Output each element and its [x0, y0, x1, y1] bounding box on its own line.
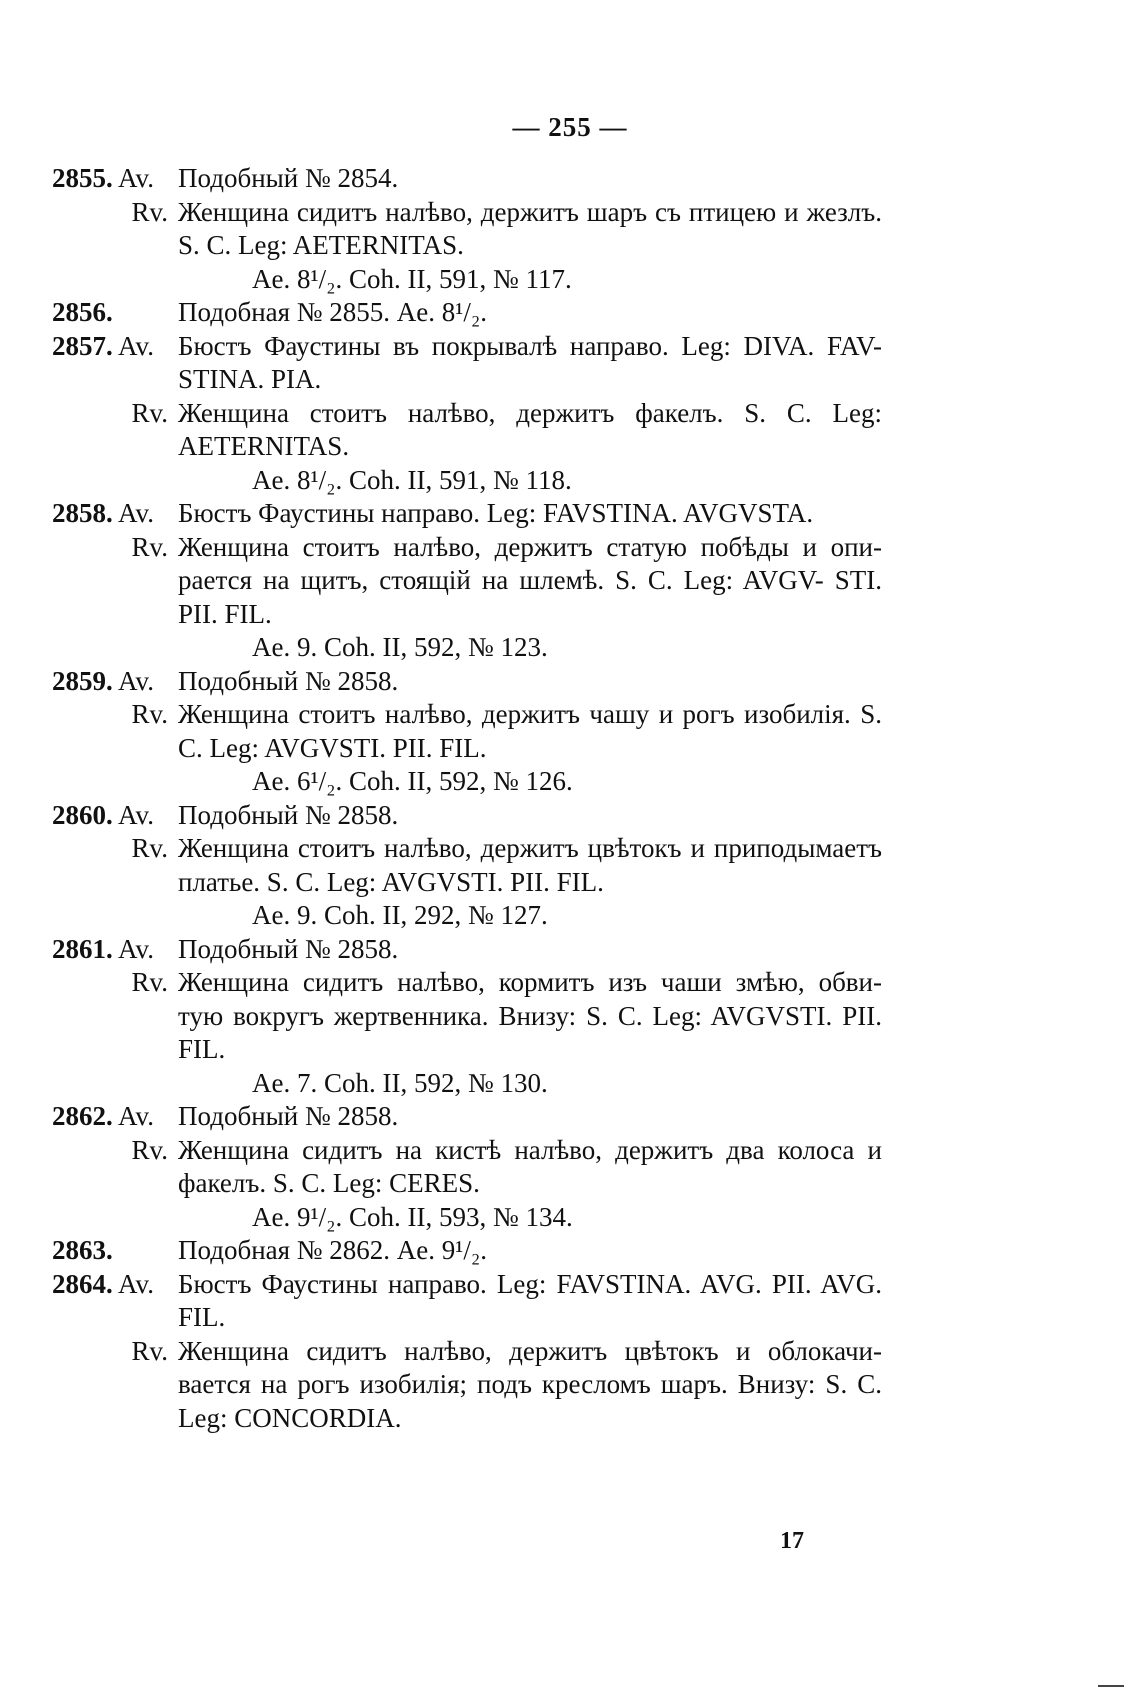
entry-number: 2860.: [52, 799, 113, 830]
reverse-text: Женщина стоитъ налѣво, держитъ факелъ. S. C. Leg: AETERNITAS.: [178, 397, 882, 461]
reference-line: Ae. 9. Coh. II, 292, № 127.: [252, 900, 548, 930]
entry-number: 2856.: [52, 297, 113, 327]
reverse-text: Женщина сидитъ налѣво, держитъ шаръ съ птицею и жезлъ. S. C. Leg: AETERNITAS.: [178, 196, 882, 260]
catalog-entries: [52, 162, 882, 1435]
entry-number: 2858.: [52, 498, 113, 528]
reverse-text: Женщина стоитъ налѣво, держитъ чашу и рогъ изобилія. S. C. Leg: AVGVSTI. PII. FIL.: [178, 699, 882, 763]
catalog-entry-2858: [52, 497, 882, 665]
rv-label: Rv.: [131, 397, 168, 428]
reference-line: Ae. 8¹/₂. Coh. II, 591, № 117.: [252, 263, 572, 294]
obverse-text: Подобный № 2854.: [178, 163, 399, 193]
entry-number: 2862.: [52, 1101, 113, 1131]
av-label: Av.: [118, 1101, 155, 1131]
rv-label: Rv.: [131, 196, 168, 227]
catalog-entry-2855: [52, 162, 882, 296]
entry-number: 2857.: [52, 330, 113, 361]
av-label: Av.: [118, 1268, 155, 1299]
obverse-text: Бюстъ Фаустины направо. Leg: FAVSTINA. AVGVSTA.: [178, 498, 814, 528]
reverse-text: Женщина сидитъ налѣво, держитъ цвѣтокъ и облокачи- вается на рогъ изобилія; подъ кресломъ шаръ. Внизу: S. C. Leg: CONCORDIA.: [178, 1335, 883, 1433]
rv-label: Rv.: [131, 699, 168, 729]
av-label: Av.: [118, 933, 155, 964]
rv-label: Rv.: [131, 1134, 168, 1165]
av-label: Av.: [118, 665, 155, 696]
reverse-text: Женщина сидитъ на кистѣ налѣво, держитъ два колоса и факелъ. S. C. Leg: CERES.: [178, 1134, 882, 1198]
entry-number: 2859.: [52, 665, 113, 696]
rv-label: Rv.: [131, 1335, 168, 1366]
obverse-text: Подобный № 2858.: [178, 799, 399, 830]
reference-line: Ae. 6¹/₂. Coh. II, 592, № 126.: [252, 766, 573, 796]
entry-number: 2863.: [52, 1235, 113, 1265]
entry-number: 2861.: [52, 933, 113, 964]
catalog-entry-2864: [52, 1268, 882, 1436]
av-label: Av.: [118, 498, 155, 528]
reference-line: Ae. 9. Coh. II, 592, № 123.: [252, 632, 548, 662]
catalog-entry-2856: [52, 296, 882, 330]
page-number-header: — 255 —: [512, 112, 628, 142]
margin-mark: [1098, 1685, 1124, 1687]
catalog-entry-2861: [52, 933, 882, 1101]
entry-text: Подобная № 2862. Ae. 9¹/₂.: [178, 1235, 488, 1265]
reverse-text: Женщина стоитъ налѣво, держитъ статую побѣды и опи- рается на щитъ, стоящій на шлемѣ. S. C. Leg: AVGV- STI. PII. FIL.: [178, 531, 882, 629]
obverse-text: Бюстъ Фаустины въ покрывалѣ направо. Leg: DIVA. FAV- STINA. PIA.: [178, 330, 882, 394]
av-label: Av.: [118, 163, 155, 193]
catalog-entry-2860: [52, 799, 882, 933]
rv-label: Rv.: [131, 833, 168, 863]
reference-line: Ae. 9¹/₂. Coh. II, 593, № 134.: [252, 1201, 573, 1232]
entry-text: Подобная № 2855. Ae. 8¹/₂.: [178, 297, 488, 327]
entry-number: 2864.: [52, 1268, 113, 1299]
entry-number: 2855.: [52, 163, 113, 193]
obverse-text: Подобный № 2858.: [178, 1101, 399, 1131]
catalog-entry-2857: [52, 330, 882, 498]
av-label: Av.: [118, 330, 155, 361]
catalog-entry-2859: [52, 665, 882, 799]
catalog-entry-2863: [52, 1234, 882, 1268]
obverse-text: Подобный № 2858.: [178, 933, 399, 964]
catalog-entry-2862: [52, 1100, 882, 1234]
printer-signature-mark: 17: [780, 1528, 804, 1554]
reverse-text: Женщина сидитъ налѣво, кормитъ изъ чаши змѣю, обви- тую вокругъ жертвенника. Внизу: S. C. Leg: AVGVSTI. PII. FIL.: [178, 967, 882, 1064]
rv-label: Rv.: [131, 531, 168, 562]
obverse-text: Бюстъ Фаустины направо. Leg: FAVSTINA. AVG. PII. AVG. FIL.: [178, 1268, 882, 1332]
reference-line: Ae. 7. Coh. II, 592, № 130.: [252, 1067, 548, 1098]
reference-line: Ae. 8¹/₂. Coh. II, 591, № 118.: [252, 464, 572, 495]
rv-label: Rv.: [131, 967, 168, 997]
av-label: Av.: [118, 799, 155, 830]
reverse-text: Женщина стоитъ налѣво, держитъ цвѣтокъ и приподымаетъ платье. S. C. Leg: AVGVSTI. PII. FIL.: [178, 833, 882, 897]
obverse-text: Подобный № 2858.: [178, 665, 399, 696]
